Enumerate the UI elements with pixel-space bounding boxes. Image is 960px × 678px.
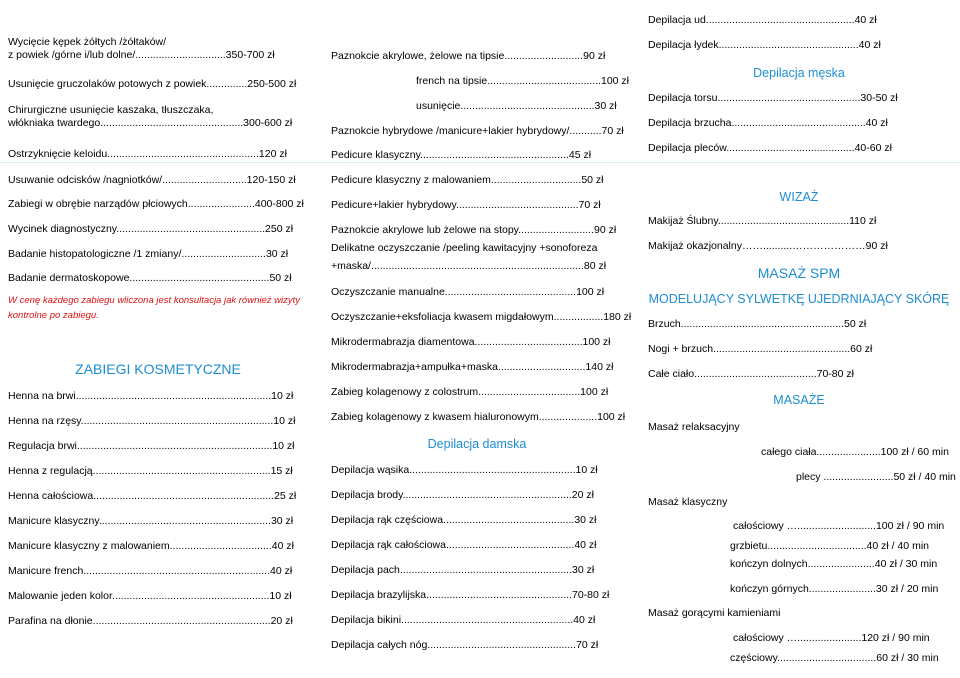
price-item: Badanie histopatologiczne /1 zmiany/.............................30 zł <box>8 248 289 260</box>
price-item: plecy ........................50 zł / 40 min <box>796 471 956 483</box>
price-item: Paznokcie hybrydowe /manicure+lakier hybrydowy/...........70 zł <box>331 125 624 137</box>
price-item: french na tipsie.......................................100 zł <box>416 75 629 87</box>
section-title: MASAŻE <box>773 393 825 407</box>
section-title: WIZAŻ <box>779 190 819 204</box>
price-item: Depilacja rąk częściowa.............................................30 zł <box>331 514 597 526</box>
price-item: grzbietu..................................40 zł / 40 min <box>730 540 929 552</box>
price-item: Wycięcie kępek żółtych /żółtaków/ <box>8 36 167 48</box>
price-item: Chirurgiczne usunięcie kaszaka, tłuszczaka, <box>8 104 214 116</box>
price-item: Delikatne oczyszczanie /peeling kawitacyjny +sonoforeza <box>331 242 598 254</box>
price-item: całościowy …......................120 zł / 90 min <box>733 632 930 644</box>
price-item: Depilacja rąk całościowa............................................40 zł <box>331 539 597 551</box>
price-item: Depilacja brzucha..............................................40 zł <box>648 117 888 129</box>
price-item: Henna na rzęsy..................................................................10 zł <box>8 415 296 427</box>
price-item: Parafina na dłonie.............................................................20 zł <box>8 615 293 627</box>
price-item: Oczyszczanie manualne.............................................100 zł <box>331 286 605 298</box>
price-item: Masaż gorącymi kamieniami <box>648 607 781 619</box>
price-item: Manicure klasyczny...........................................................30 zł <box>8 515 294 527</box>
price-item: Pedicure klasyczny...................................................45 zł <box>331 149 592 161</box>
price-item: Zabiegi w obrębie narządów płciowych.......................400-800 zł <box>8 198 304 210</box>
price-item: Ostrzyknięcie keloidu....................................................120 zł <box>8 148 287 160</box>
price-item: Usuwanie odcisków /nagniotków/.............................120-150 zł <box>8 174 296 186</box>
price-item: Pedicure+lakier hybrydowy..........................................70 zł <box>331 199 601 211</box>
price-item: Manicure klasyczny z malowaniem...................................40 zł <box>8 540 294 552</box>
price-item: Zabieg kolagenowy z colostrum...................................100 zł <box>331 386 609 398</box>
section-title: MODELUJĄCY SYLWETKĘ UJEDRNIAJĄCY SKÓRĘ <box>648 292 950 306</box>
price-item: +maska/.........................................................................80 zł <box>331 260 607 272</box>
price-item: Wycinek diagnostyczny...................................................250 zł <box>8 223 294 235</box>
price-item: Oczyszczanie+eksfoliacja kwasem migdałowym.................180 zł <box>331 311 632 323</box>
separator <box>316 162 960 163</box>
price-item: Depilacja brody..........................................................20 zł <box>331 489 594 501</box>
price-item: Nogi + brzuch...............................................60 zł <box>648 343 873 355</box>
price-item: Masaż relaksacyjny <box>648 421 740 433</box>
price-item: Henna na brwi...................................................................10 zł <box>8 390 294 402</box>
price-item: Usunięcie gruczolaków potowych z powiek..............250-500 zł <box>8 78 297 90</box>
section-title: Depilacja męska <box>753 66 845 80</box>
price-item: Mikrodermabrazja+ampułka+maska..............................140 zł <box>331 361 614 373</box>
price-item: Mikrodermabrazja diamentowa.....................................100 zł <box>331 336 611 348</box>
price-item: usunięcie..............................................30 zł <box>416 100 617 112</box>
price-item: Depilacja pleców............................................40-60 zł <box>648 142 892 154</box>
price-item: Regulacja brwi...................................................................10 zł <box>8 440 295 452</box>
price-item: Depilacja całych nóg...................................................70 zł <box>331 639 599 651</box>
price-item: częściowy..................................60 zł / 30 min <box>730 652 939 664</box>
price-item: Pedicure klasyczny z malowaniem...............................50 zł <box>331 174 604 186</box>
price-item: Badanie dermatoskopowe................................................50 zł <box>8 272 292 284</box>
price-item: Całe ciało..........................................70-80 zł <box>648 368 854 380</box>
consultation-note: W cenę każdego zabiegu wliczona jest konsultacja jak również wizyty kontrolne po zabiegu. <box>8 295 300 321</box>
price-item: Paznokcie akrylowe, żelowe na tipsie...........................90 zł <box>331 50 606 62</box>
price-item: Brzuch........................................................50 zł <box>648 318 867 330</box>
price-item: Depilacja pach...........................................................30 zł <box>331 564 595 576</box>
price-item: Depilacja bikini...........................................................40 zł <box>331 614 596 626</box>
price-item: Manicure french................................................................40 zł <box>8 565 293 577</box>
section-title: MASAŻ SPM <box>757 265 841 281</box>
price-item: całego ciała......................100 zł / 60 min <box>761 446 949 458</box>
price-item: Depilacja łydek................................................40 zł <box>648 39 881 51</box>
price-item: Henna całościowa..............................................................25 zł <box>8 490 297 502</box>
price-item: Depilacja ud...................................................40 zł <box>648 14 877 26</box>
price-item: Depilacja brazylijska..................................................70-80 zł <box>331 589 610 601</box>
price-item: Paznokcie akrylowe lub żelowe na stopy..........................90 zł <box>331 224 617 236</box>
price-item: Zabieg kolagenowy z kwasem hialuronowym....................100 zł <box>331 411 626 423</box>
price-item: Makijaż Ślubny.............................................110 zł <box>648 215 877 227</box>
price-item: całościowy …...........................100 zł / 90 min <box>733 520 945 532</box>
section-title-depilation-women: Depilacja damska <box>427 437 527 451</box>
price-item: kończyn dolnych.......................40 zł / 30 min <box>730 558 938 570</box>
price-item: Malowanie jeden kolor......................................................10 zł <box>8 590 292 602</box>
price-item: włókniaka twardego.................................................300-600 zł <box>8 117 293 129</box>
price-item: Henna z regulacją.............................................................15 zł <box>8 465 293 477</box>
price-item: Depilacja torsu.................................................30-50 zł <box>648 92 898 104</box>
price-item: Depilacja wąsika.........................................................10 zł <box>331 464 598 476</box>
price-item: kończyn górnych.......................30 zł / 20 min <box>730 583 939 595</box>
section-title-cosmetic: ZABIEGI KOSMETYCZNE <box>75 361 241 377</box>
separator <box>0 162 316 163</box>
price-item: z powiek /górne i/lub dolne/...............................350-700 zł <box>8 49 275 61</box>
price-item: Makijaż okazjonalny……..........…………………90 zł <box>648 240 888 252</box>
price-item: Masaż klasyczny <box>648 496 728 508</box>
